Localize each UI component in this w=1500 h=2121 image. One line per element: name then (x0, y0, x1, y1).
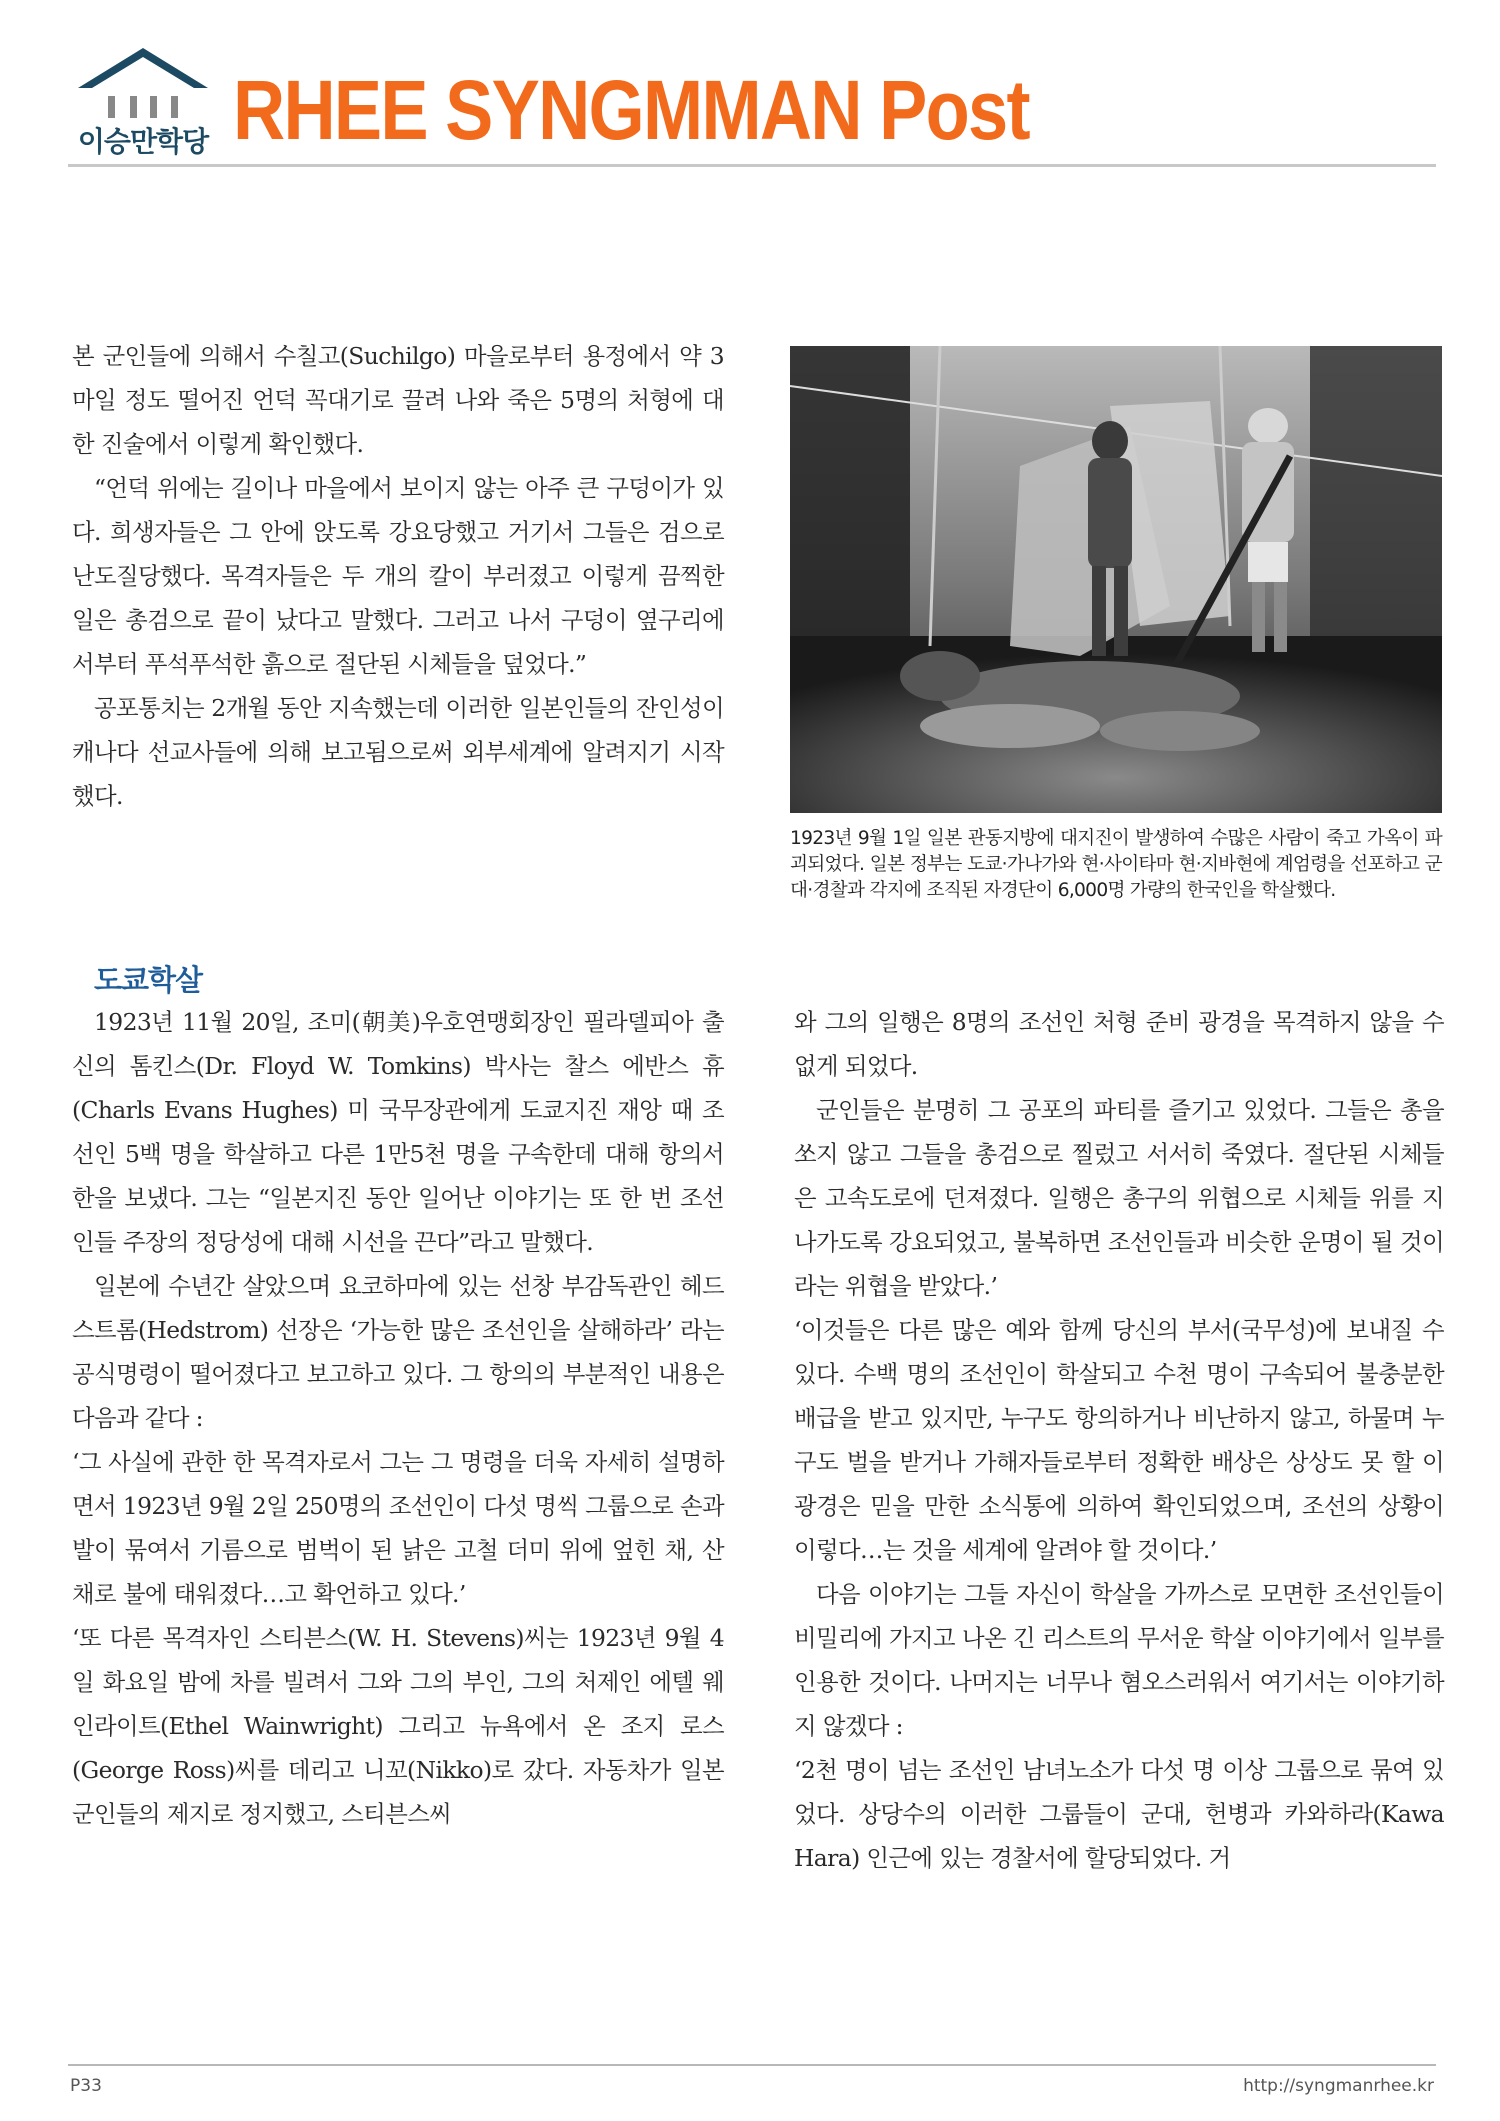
paragraph: 일본에 수년간 살았으며 요코하마에 있는 선창 부감독관인 헤드스트롬(Hedstrom) 선장은 ‘가능한 많은 조선인을 살해하라’ 라는 공식명령이 떨어졌다고 보고하고 있다. 그 항의의 부분적인 내용은 다음과 같다 : (72, 1272, 724, 1432)
paragraph: ‘2천 명이 넘는 조선인 남녀노소가 다섯 명 이상 그룹으로 묶여 있었다. 상당수의 이러한 그룹들이 군대, 헌병과 카와하라(Kawa Hara) 인근에 있는 경찰서에 할당되었다. 거 (794, 1756, 1444, 1872)
logo (68, 48, 218, 156)
paragraph: ‘또 다른 목격자인 스티븐스(W. H. Stevens)씨는 1923년 9월 4일 화요일 밤에 차를 빌려서 그와 그의 부인, 그의 처제인 에텔 웨인라이트(Ethel Wainwright) 그리고 뉴욕에서 온 조지 로스(George Ross)씨를 데리고 니꼬(Nikko)로 갔다. 자동차가 일본 군인들의 제지로 정지했고, 스티븐스씨 (72, 1624, 724, 1828)
left-column-top (72, 334, 724, 818)
page-number: P33 (70, 2076, 102, 2096)
academy-building-icon (68, 48, 218, 124)
site-url[interactable]: http://syngmanrhee.kr (1243, 2076, 1434, 2096)
footer-divider (68, 2064, 1436, 2066)
paragraph: 1923년 11월 20일, 조미(朝美)우호연맹회장인 필라델피아 출신의 톰킨스(Dr. Floyd W. Tomkins) 박사는 찰스 에반스 휴(Charls Evans Hughes) 미 국무장관에게 도쿄지진 재앙 때 조선인 5백 명을 학살하고 다른 1만5천 명을 구속한데 대해 항의서한을 보냈다. 그는 “일본지진 동안 일어난 이야기는 또 한 번 조선인들 주장의 정당성에 대해 시선을 끈다”라고 말했다. (72, 1008, 724, 1256)
header-divider (68, 164, 1436, 167)
paragraph: 다음 이야기는 그들 자신이 학살을 가까스로 모면한 조선인들이 비밀리에 가지고 나온 긴 리스트의 무서운 학살 이야기에서 일부를 인용한 것이다. 나머지는 너무나 혐오스러워서 여기서는 이야기하지 않겠다 : (794, 1580, 1444, 1740)
paragraph: “언덕 위에는 길이나 마을에서 보이지 않는 아주 큰 구덩이가 있다. 희생자들은 그 안에 앉도록 강요당했고 거기서 그들은 검으로 난도질당했다. 목격자들은 두 개의 칼이 부러졌고 이렇게 끔찍한 일은 총검으로 끝이 났다고 말했다. 그러고 나서 구덩이 옆구리에서부터 푸석푸석한 흙으로 절단된 시체들을 덮었다.” (72, 474, 724, 678)
paragraph: 군인들은 분명히 그 공포의 파티를 즐기고 있었다. 그들은 총을 쏘지 않고 그들을 총검으로 찔렀고 서서히 죽였다. 절단된 시체들은 고속도로에 던져졌다. 일행은 총구의 위협으로 시체들 위를 지나가도록 강요되었고, 불복하면 조선인들과 비슷한 운명이 될 것이라는 위협을 받았다.’ (794, 1096, 1444, 1300)
right-column-bottom (794, 1000, 1444, 1880)
left-column-bottom (72, 1000, 724, 1836)
photo-caption: 1923년 9월 1일 일본 관동지방에 대지진이 발생하여 수많은 사람이 죽고 가옥이 파괴되었다. 일본 정부는 도쿄·가나가와 현·사이타마 현·지바현에 계엄령을 선포하고 군대·경찰과 각지에 조직된 자경단이 6,000명 가량의 한국인을 학살했다. (790, 828, 1442, 901)
paragraph: 공포통치는 2개월 동안 지속했는데 이러한 일본인들의 잔인성이 캐나다 선교사들에 의해 보고됨으로써 외부세계에 알려지기 시작했다. (72, 694, 724, 810)
historical-photo (790, 346, 1442, 813)
paragraph: 와 그의 일행은 8명의 조선인 처형 준비 광경을 목격하지 않을 수 없게 되었다. (794, 1008, 1444, 1080)
page-header (68, 48, 1438, 166)
paragraph: ‘이것들은 다른 많은 예와 함께 당신의 부서(국무성)에 보내질 수 있다. 수백 명의 조선인이 학살되고 수천 명이 구속되어 불충분한 배급을 받고 있지만, 누구도 항의하거나 비난하지 않고, 하물며 누구도 벌을 받거나 가해자들로부터 정확한 배상은 상상도 못 할 이 광경은 믿을 만한 소식통에 의하여 확인되었으며, 조선의 상황이 이렇다…는 것을 세계에 알려야 할 것이다.’ (794, 1316, 1444, 1564)
logo-text: 이승만학당 (77, 125, 209, 158)
section-heading: 도쿄학살 (94, 963, 203, 997)
massacre-scene-photo (790, 346, 1442, 813)
masthead-title: RHEE SYNGMMAN Post (233, 63, 1029, 157)
paragraph: ‘그 사실에 관한 한 목격자로서 그는 그 명령을 더욱 자세히 설명하면서 1923년 9월 2일 250명의 조선인이 다섯 명씩 그룹으로 손과 발이 묶여서 기름으로 범벅이 된 낡은 고철 더미 위에 엎힌 채, 산채로 불에 태워졌다…고 확언하고 있다.’ (72, 1448, 724, 1608)
paragraph: 본 군인들에 의해서 수칠고(Suchilgo) 마을로부터 용정에서 약 3마일 정도 떨어진 언덕 꼭대기로 끌려 나와 죽은 5명의 처형에 대한 진술에서 이렇게 확인했다. (72, 342, 724, 458)
